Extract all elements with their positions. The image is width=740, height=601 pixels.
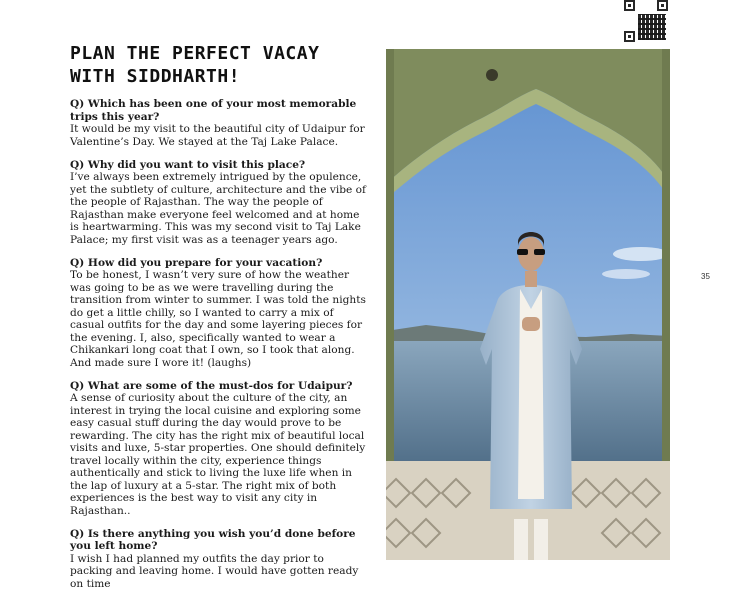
lamp — [486, 69, 498, 81]
qa-item — [70, 257, 366, 370]
qa-item — [70, 528, 366, 591]
question: Q) Is there anything you wish you’d done before you left home? — [70, 527, 356, 552]
qr-code — [624, 0, 668, 42]
qa-item — [70, 159, 366, 247]
question: Q) Why did you want to visit this place? — [70, 158, 306, 171]
page-number: 35 — [701, 272, 710, 281]
answer: It would be my visit to the beautiful city of Udaipur for Valentine’s Day. We stayed at the Taj Lake Palace. — [70, 123, 365, 148]
cloud — [602, 269, 650, 279]
answer: I’ve always been extremely intrigued by the opulence, yet the subtlety of culture, architecture and the vibe of the people of Rajasthan. The way the people of Rajasthan make everyone feel welcomed and at home is heartwarming. This was my second visit to Taj Lake Palace; my first visit was as a teenager years ago. — [70, 171, 366, 246]
answer: To be honest, I wasn’t very sure of how the weather was going to be as we were travelling during the transition from winter to summer. I was told the nights do get a little chilly, so I wanted to carry a mix of casual outfits for the day and some layering pieces for the evening. I, also, specifically wanted to wear a Chikankari long coat that I own, so I took that along. And made sure I wore it! (laughs) — [70, 269, 366, 369]
headline-line-1: PLAN THE PERFECT VACAY — [70, 43, 320, 64]
answer: A sense of curiosity about the culture of the city, an interest in trying the local cuisine and exploring some easy casual stuff during the day would prove to be rewarding. The city has the right mix of beautiful local visits and luxe, 5-star properties. One should definitely travel locally within the city, experience things authentically and stick to living the luxe life when in the lap of luxury at a 5-star. The right mix of both experiences is the best way to visit any city in Rajasthan.. — [70, 392, 366, 517]
qa-item — [70, 98, 366, 148]
question: Q) Which has been one of your most memorable trips this year? — [70, 98, 357, 123]
photo-illustration — [386, 49, 670, 560]
question: Q) How did you prepare for your vacation? — [70, 256, 323, 269]
cloud — [613, 247, 669, 261]
headline-line-2: WITH SIDDHARTH! — [70, 66, 241, 87]
answer: I wish I had planned my outfits the day prior to packing and leaving home. I would have gotten ready on time — [70, 552, 359, 590]
question: Q) What are some of the must-dos for Udaipur? — [70, 379, 353, 392]
page-title — [70, 42, 370, 88]
interview-article — [70, 98, 366, 601]
qa-item — [70, 380, 366, 518]
feature-photo — [386, 49, 670, 560]
